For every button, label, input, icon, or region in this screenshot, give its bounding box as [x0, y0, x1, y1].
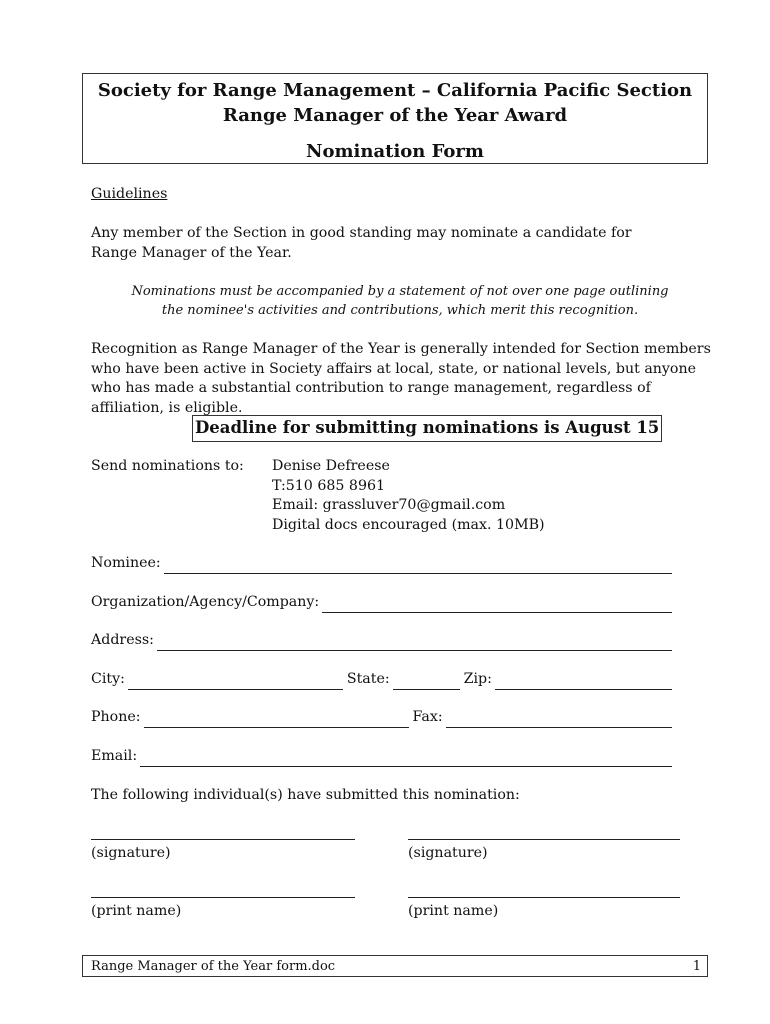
city-label: City: [91, 671, 125, 687]
signature-label-2: (signature) [408, 845, 488, 861]
guidelines-heading: Guidelines [91, 186, 168, 202]
page-title: Nomination Form [306, 141, 484, 162]
print-name-label-1: (print name) [91, 903, 182, 919]
address-label: Address: [91, 632, 154, 648]
address-row [91, 631, 674, 651]
signature-field-2[interactable] [408, 838, 680, 840]
city-field[interactable] [128, 674, 343, 690]
print-name-label-2: (print name) [408, 903, 499, 919]
state-field[interactable] [393, 674, 460, 690]
zip-field[interactable] [495, 674, 672, 690]
title-box [82, 73, 708, 164]
guidelines-paragraph-2: Recognition as Range Manager of the Year is generally intended for Section members who have been active in Society affairs at local, state, or national levels, but anyone who has made a substantial contribution to range management, regardless of affiliation, is eligible. [91, 341, 711, 416]
signature-field-1[interactable] [91, 838, 355, 840]
city-state-zip-row [91, 670, 674, 690]
contact-phone: T:510 685 8961 [272, 477, 386, 494]
state-label: State: [346, 671, 390, 687]
contact-block [272, 457, 545, 535]
phone-fax-row [91, 708, 674, 728]
fax-label: Fax: [412, 709, 443, 725]
nominee-label: Nominee: [91, 555, 161, 571]
print-name-field-2[interactable] [408, 896, 680, 898]
organization-field[interactable] [322, 597, 672, 613]
email-row [91, 747, 674, 767]
deadline-notice: Deadline for submitting nominations is August 15 [192, 415, 662, 442]
contact-name: Denise Defreese [272, 458, 390, 474]
organization-label: Organization/Agency/Company: [91, 594, 320, 610]
nominee-row [91, 554, 674, 574]
page-footer [82, 955, 708, 977]
signature-label-1: (signature) [91, 845, 171, 861]
contact-email: Email: grassluver70@gmail.com [272, 497, 506, 513]
guidelines-paragraph-1: Any member of the Section in good standing may nominate a candidate for Range Manager of the Year. [91, 225, 632, 261]
send-to-label: Send nominations to: [91, 458, 244, 474]
fax-field[interactable] [446, 712, 672, 728]
submitters-intro: The following individual(s) have submitted this nomination: [91, 787, 520, 803]
footer-filename: Range Manager of the Year form.doc [91, 959, 336, 974]
organization-row [91, 593, 674, 613]
zip-label: Zip: [463, 671, 492, 687]
email-label: Email: [91, 748, 138, 764]
print-name-field-1[interactable] [91, 896, 355, 898]
page-number: 1 [692, 959, 701, 974]
guidelines-note: Nominations must be accompanied by a statement of not over one page outlining the nominee's activities and contributions, which merit this recognition. [131, 284, 669, 318]
nominee-field[interactable] [164, 558, 672, 574]
header-award: Range Manager of the Year Award [222, 105, 568, 126]
contact-note: Digital docs encouraged (max. 10MB) [272, 516, 545, 533]
header-organization: Society for Range Management – California Pacific Section [97, 80, 693, 101]
address-field[interactable] [157, 635, 672, 651]
phone-field[interactable] [144, 712, 409, 728]
email-field[interactable] [140, 751, 672, 767]
phone-label: Phone: [91, 709, 141, 725]
